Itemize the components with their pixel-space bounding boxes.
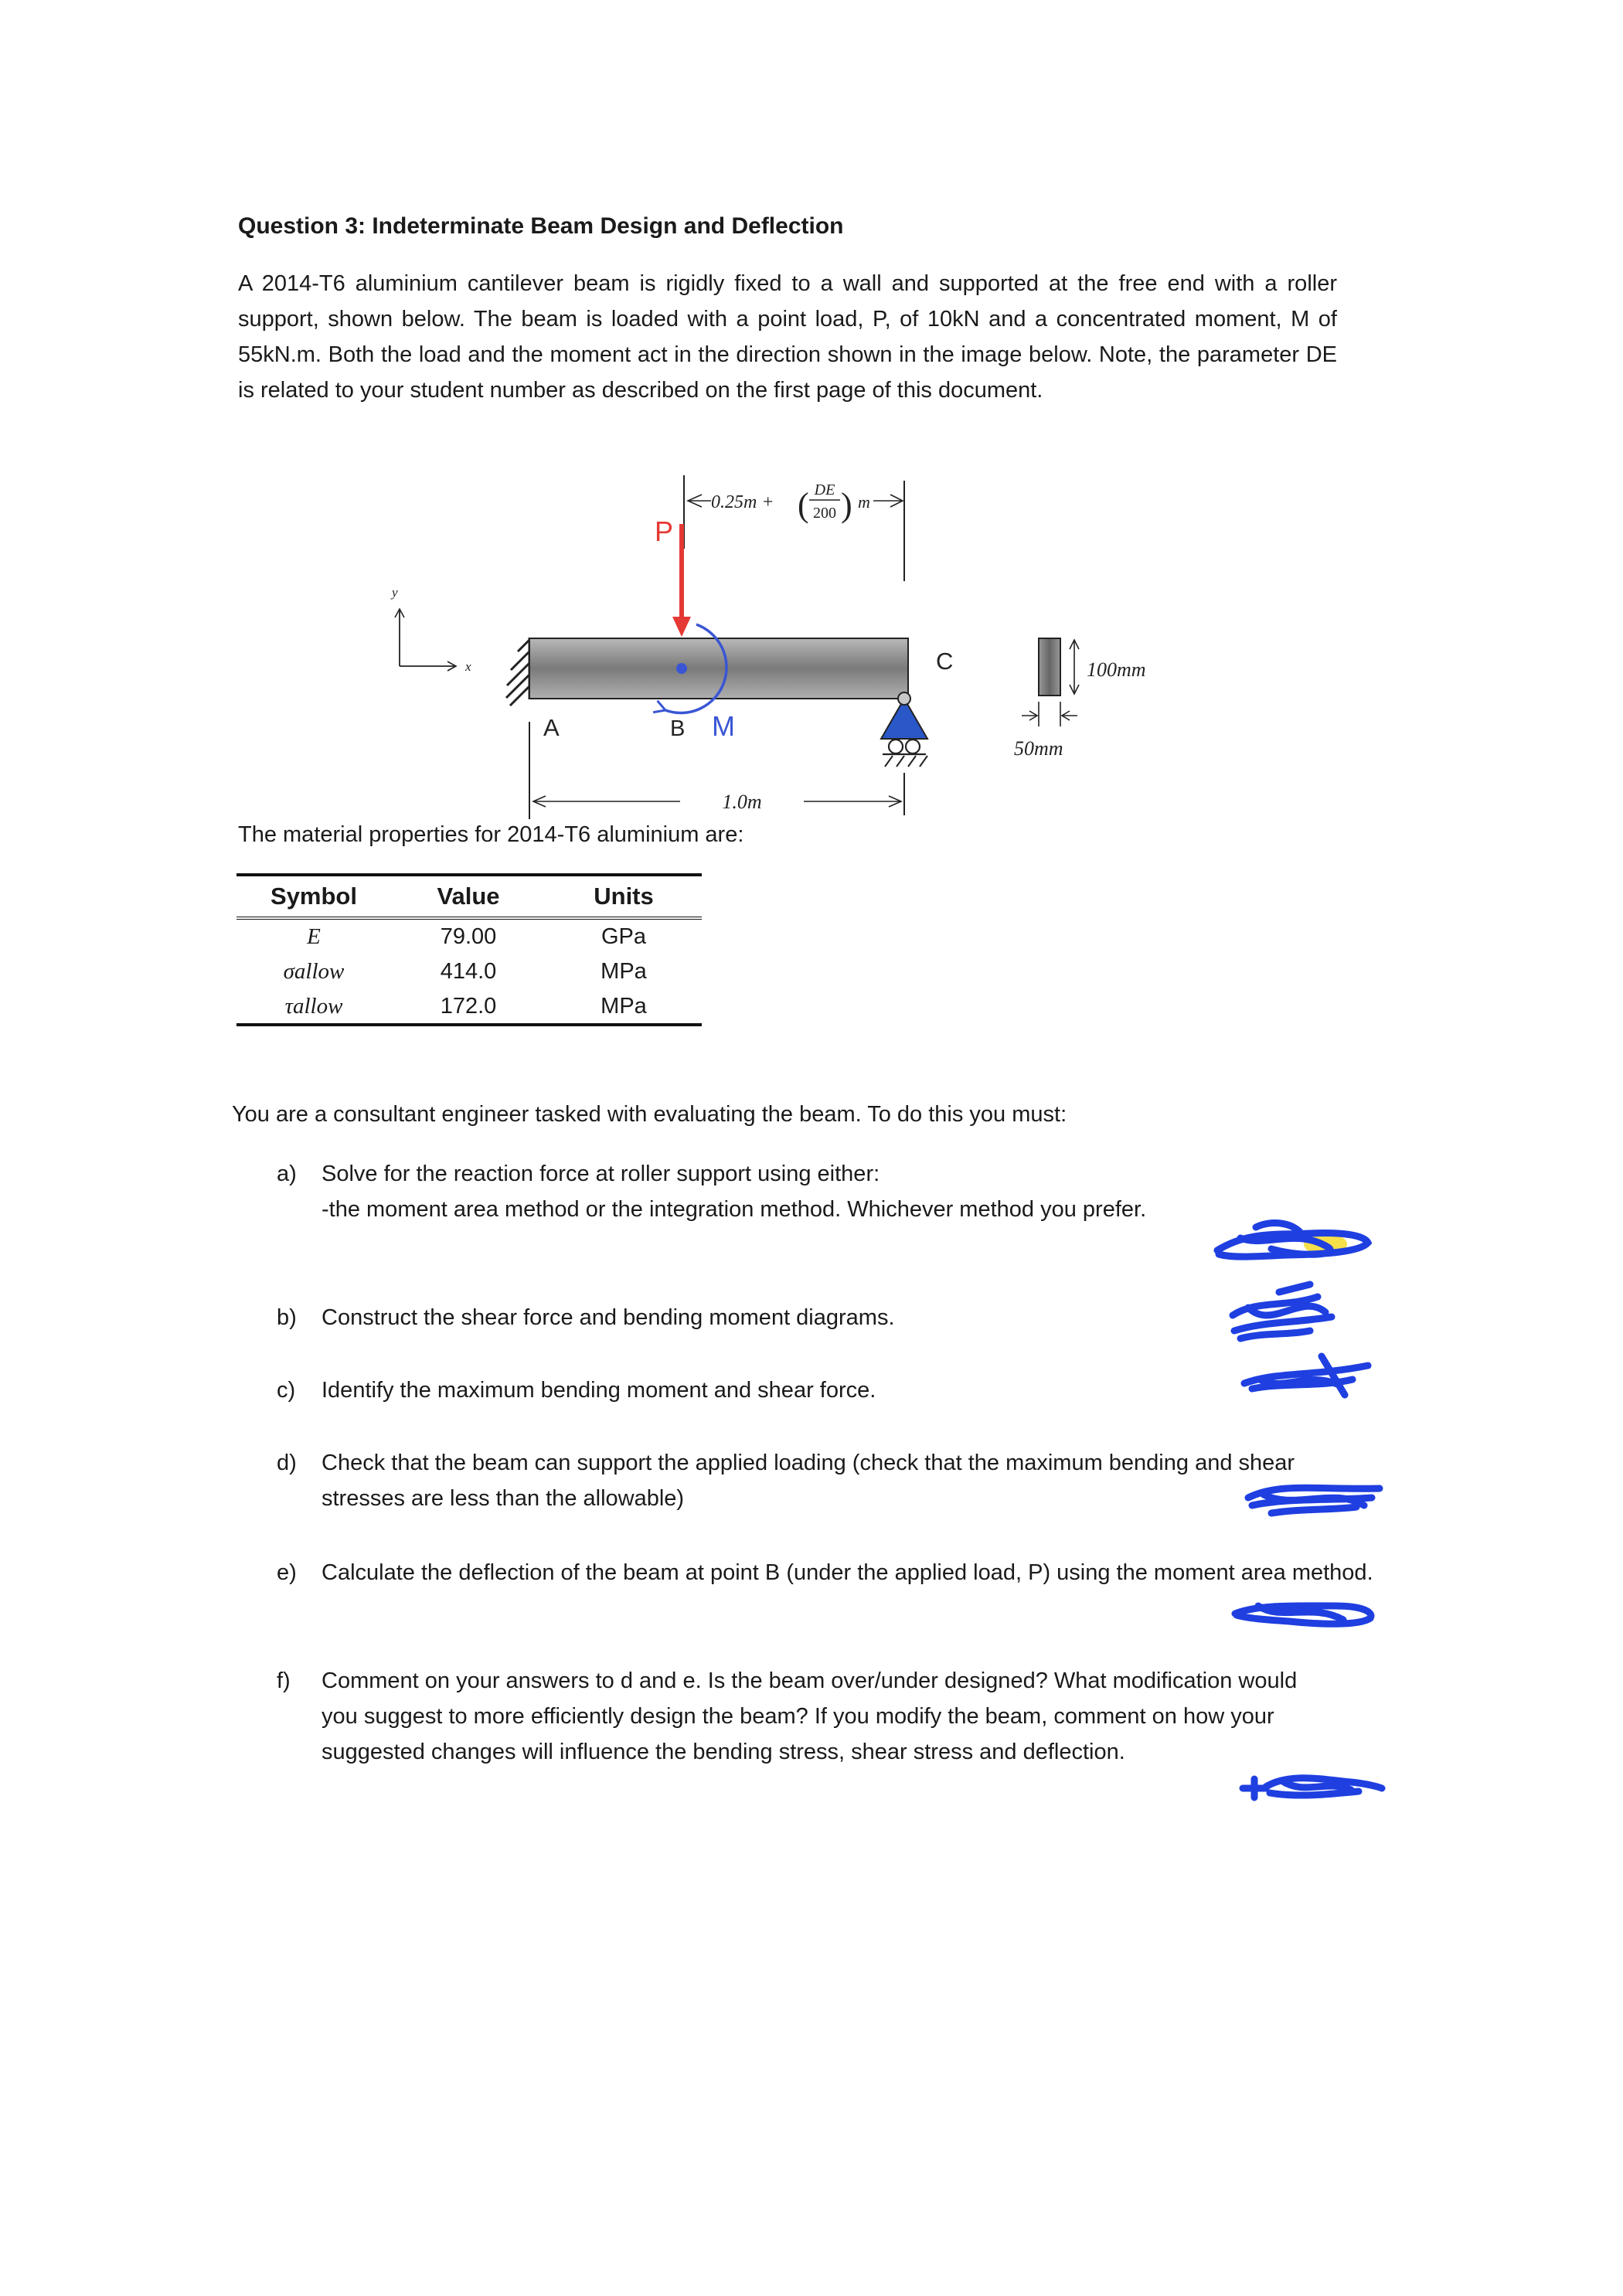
table-cell-symbol: σallow [283, 958, 345, 984]
table-cell-value: 414.0 [440, 958, 497, 984]
scribble-c [1237, 1349, 1376, 1403]
table-cell-units: MPa [601, 958, 647, 984]
moment-label: M [712, 710, 735, 742]
section-width-label: 50mm [1014, 737, 1063, 760]
task-label: f) [277, 1668, 291, 1693]
table-row [236, 989, 702, 1025]
point-b-marker [676, 663, 687, 674]
question-title: Question 3: Indeterminate Beam Design and Deflection [238, 213, 844, 239]
table-row [236, 918, 702, 954]
roller-support [881, 692, 927, 767]
material-intro: The material properties for 2014-T6 aluminium are: [238, 822, 744, 847]
svg-text:): ) [841, 486, 852, 524]
dimension-fraction-num: DE [814, 481, 835, 498]
task-label: c) [277, 1378, 296, 1403]
scribble-e [1227, 1590, 1382, 1637]
cross-section [1014, 638, 1146, 760]
scribble-a [1210, 1212, 1380, 1281]
axis-x-label: x [465, 659, 471, 674]
dimension-fraction-den: 200 [813, 505, 836, 522]
task-text: Calculate the deflection of the beam at point B (under the applied load, P) using the moment area method. [322, 1560, 1373, 1585]
dimension-top-left: 0.25m + [711, 492, 774, 512]
beam [529, 638, 908, 699]
table-cell-symbol: E [307, 924, 321, 949]
table-header: Symbol [270, 883, 357, 910]
task-text: Check that the beam can support the applied loading (check that the maximum bending and shear stresses are less than the allowable) [322, 1451, 1295, 1511]
point-a-label: A [543, 714, 560, 741]
question-intro: A 2014-T6 aluminium cantilever beam is rigidly fixed to a wall and supported at the free end with a roller support, shown below. The beam is loaded with a point load, P, of 10kN and a concentrated moment, M of 55kN.m. Both the load and the moment act in the direction shown in the image below. Note, the parameter DE is related to your student number as described on the first page of this document. [238, 271, 1337, 403]
task-label: b) [277, 1305, 297, 1330]
task-text: Solve for the reaction force at roller support using either: [322, 1162, 880, 1186]
table-header: Units [594, 883, 654, 910]
task-label: e) [277, 1560, 297, 1585]
task-label: d) [277, 1451, 297, 1475]
section-height-label: 100mm [1087, 658, 1146, 681]
load-arrow [672, 524, 691, 637]
material-table [236, 873, 702, 1026]
table-cell-units: MPa [601, 993, 647, 1019]
table-cell-value: 172.0 [440, 993, 497, 1019]
task-text: Comment on your answers to d and e. Is the beam over/under designed? What modification would you suggest to more efficiently design the beam? If you modify the beam, comment on how your suggested changes will influence the bending stress, shear stress and deflection. [322, 1668, 1298, 1764]
scribble-b [1217, 1277, 1349, 1346]
task-text-line2: -the moment area method or the integration method. Whichever method you prefer. [322, 1197, 1147, 1222]
table-cell-symbol: τallow [284, 993, 343, 1019]
table-cell-units: GPa [601, 924, 647, 949]
scribble-d [1240, 1475, 1387, 1521]
beam-figure [371, 464, 1221, 819]
span-label: 1.0m [722, 791, 762, 813]
load-label: P [655, 515, 674, 547]
table-row [236, 954, 702, 989]
scribble-f [1235, 1764, 1390, 1810]
task-label: a) [277, 1162, 297, 1186]
consultant-intro: You are a consultant engineer tasked with evaluating the beam. To do this you must: [232, 1102, 1067, 1127]
table-cell-value: 79.00 [440, 924, 497, 949]
dimension-top [684, 475, 904, 581]
axis-y-label: y [392, 585, 398, 600]
point-b-label: B [670, 716, 686, 741]
task-text: Identify the maximum bending moment and shear force. [322, 1378, 876, 1403]
fixed-wall [506, 638, 529, 706]
coordinate-axes [390, 585, 471, 674]
point-c-label: C [936, 648, 954, 675]
svg-text:(: ( [798, 486, 809, 524]
task-text: Construct the shear force and bending moment diagrams. [322, 1305, 895, 1330]
table-header-row [236, 875, 702, 918]
dimension-top-unit: m [858, 492, 870, 512]
table-header: Value [437, 883, 500, 910]
